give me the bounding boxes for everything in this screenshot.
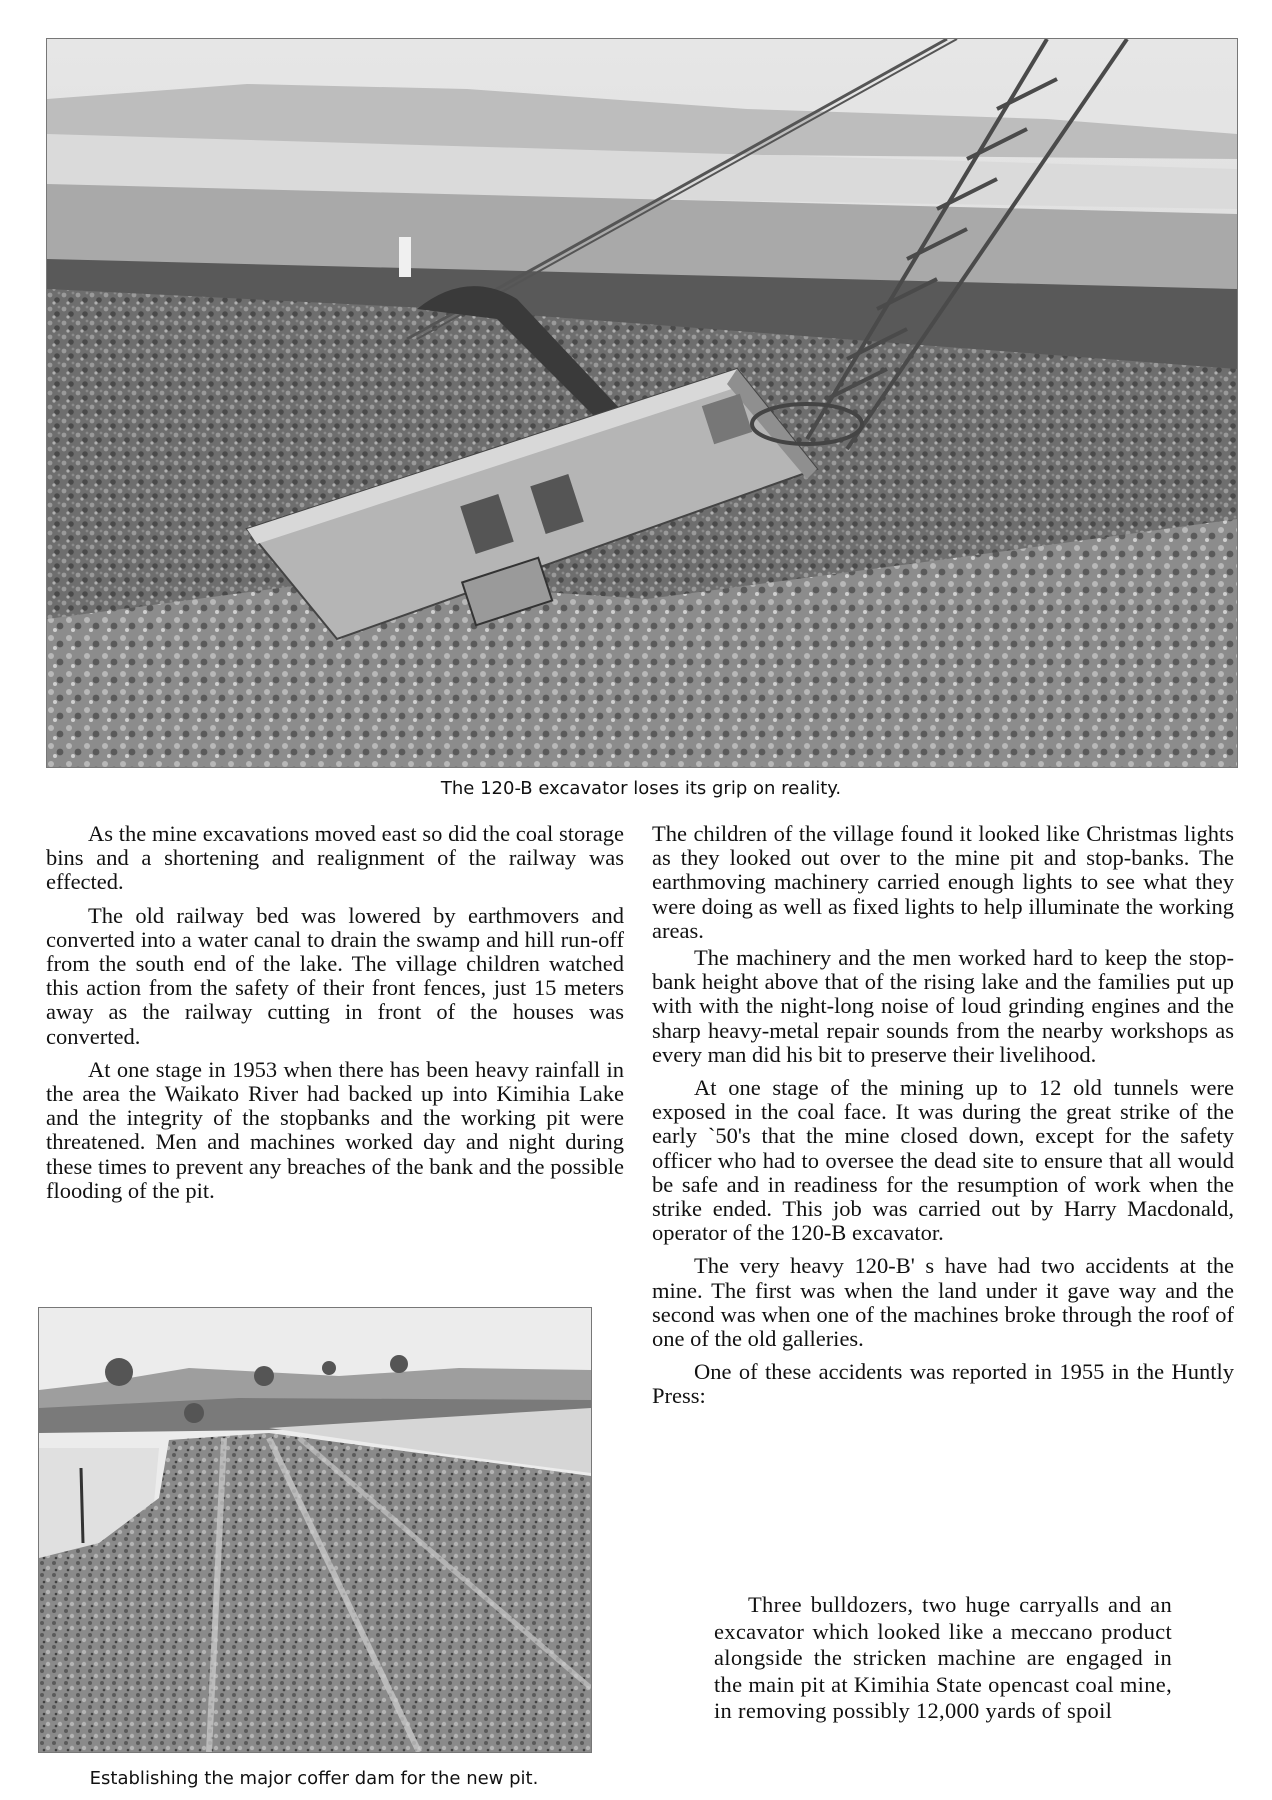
quote-text: Three bulldozers, two huge carryalls and an excavator which looked like a meccano product alongside the stricken machine are engaged in the main pit at Kimihia State opencast coal mine, in removing possibly 12,000 yards of spoil: [714, 1592, 1172, 1723]
paragraph: At one stage of the mining up to 12 old tunnels were exposed in the coal face. It was during the great strike of the early `50's that the mine closed down, except for the safety officer who had to oversee the dead site to ensure that all would be safe and in readiness for the resumption of work when the strike ended. This job was carried out by Harry Macdonald, operator of the 120-B excavator.: [652, 1075, 1234, 1246]
coffer-dam-photo-illustration: [39, 1308, 591, 1752]
paragraph: The machinery and the men worked hard to keep the stop-bank height above that of the rising lake and the families put up with with the night-long noise of loud grinding engines and the sharp heavy-metal repair sounds from the nearby workshops as every man did his bit to preserve their livelihood.: [652, 945, 1234, 1067]
paragraph: The old railway bed was lowered by earthmovers and converted into a water canal to drain the swamp and hill run-off from the south end of the lake. The village children watched this action from the safety of their front fences, just 15 meters away as the railway cutting in front of the houses was converted.: [46, 902, 624, 1049]
press-quote: [714, 1592, 1172, 1725]
left-column: [46, 822, 624, 1212]
excavator-photo: [46, 38, 1238, 768]
paragraph: The children of the village found it looked like Christmas lights as they looked out over to the mine pit and stop-banks. The earthmoving machinery carried enough lights to see what they were doing as well as fixed lights to help illuminate the working areas.: [652, 821, 1234, 943]
paragraph: One of these accidents was reported in 1955 in the Huntly Press:: [652, 1359, 1234, 1409]
paragraph: The very heavy 120-B' s have had two accidents at the mine. The first was when the land under it gave way and the second was when one of the machines broke through the roof of one of the old galleries.: [652, 1253, 1234, 1352]
paragraph: As the mine excavations moved east so did the coal storage bins and a shortening and realignment of the railway was effected.: [46, 821, 624, 895]
paragraph: At one stage in 1953 when there has been heavy rainfall in the area the Waikato River had backed up into Kimihia Lake and the integrity of the stopbanks and the working pit were threatened. Men and machines worked day and night during these times to prevent any breaches of the bank and the possible flooding of the pit.: [46, 1056, 624, 1203]
excavator-photo-illustration: [47, 39, 1237, 767]
right-column: [652, 822, 1234, 1418]
excavator-photo-caption: The 120-B excavator loses its grip on reality.: [440, 778, 842, 799]
coffer-dam-photo: [38, 1307, 592, 1753]
coffer-dam-photo-caption: Establishing the major coffer dam for the new pit.: [89, 1768, 539, 1789]
